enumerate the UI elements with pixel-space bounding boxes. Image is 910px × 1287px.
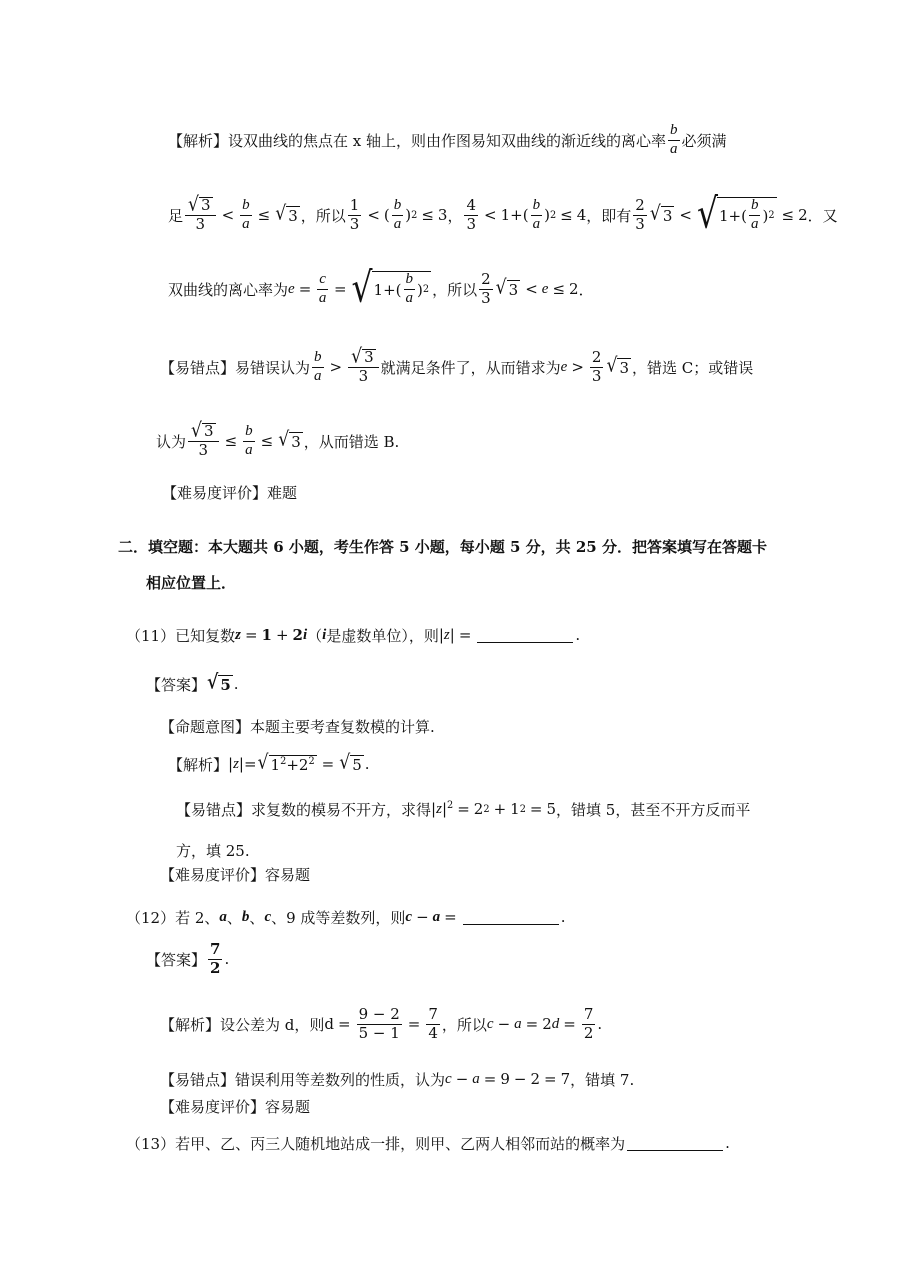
text: 认为 <box>156 432 187 451</box>
question-11: （11） 已知复数 z = 1 + 2 i （ i 是虚数单位），则 | z | = . <box>126 626 581 645</box>
text: （ <box>307 626 323 645</box>
question-number: （11） <box>126 626 176 645</box>
analysis-line-1 <box>168 120 727 160</box>
text: ．又 <box>807 206 838 225</box>
text: . <box>597 1015 603 1033</box>
text: ，错选 C；或错误 <box>632 358 754 377</box>
text: 就满足条件了，从而错求为 <box>380 358 561 377</box>
text: 难题 <box>267 483 298 502</box>
text: 二．填空题：本大题共 6 小题，考生作答 5 小题，每小题 5 分，共 25 分．把答案填写在答题卡 <box>118 537 767 556</box>
tag-analysis: 【解析】 <box>168 131 229 150</box>
text: 、9 成等差数列，则 <box>271 908 406 927</box>
fraction-sqrt3-3: √ 3 3 <box>188 423 219 459</box>
fraction-7-2: $\frac{7}{2}$ <box>583 1004 594 1042</box>
tag-difficulty: 【难易度评价】 <box>162 483 268 502</box>
text: 方，填 25. <box>176 841 250 860</box>
analysis-line-2: 足 √ 3 3 < $\frac{b}{a}$ ≤ √ 3 ，所以 $\frac{1}{3}$ < ( $\frac{b}{a}$ ) 2 ≤ 3 ， $\frac{4}{3}$ < 1+( $\frac{b}{a}$ ) 2 ≤ 4 ，即有 $\frac{2}{3}$ √ 3 < √ 1+( $\frac{b}{a}$ ) 2 ≤ 2 ．又 <box>168 189 838 238</box>
fraction-2-3: $\frac{2}{3}$ <box>591 347 602 385</box>
fraction-sqrt3-3: √ 3 3 <box>185 197 216 233</box>
text: . <box>725 1134 730 1152</box>
text: . <box>233 675 239 693</box>
text: 求复数的模易不开方，求得 <box>251 800 432 819</box>
tag-error: 【易错点】 <box>160 358 236 377</box>
section-2-heading-cont <box>146 570 236 594</box>
tag-answer: 【答案】 <box>146 675 207 694</box>
difficulty-line <box>162 480 297 504</box>
fraction-4-3: $\frac{4}{3}$ <box>466 195 477 233</box>
text: 设双曲线的焦点在 x 轴上，则由作图易知双曲线的渐近线的离心率 <box>228 131 667 150</box>
text: 设公差为 d，则 <box>220 1015 325 1034</box>
fraction-b-a: $\frac{b}{a}$ <box>532 196 541 232</box>
fraction-2-3: $\frac{2}{3}$ <box>635 195 645 233</box>
fraction-b-a: $\frac{b}{a}$ <box>393 196 402 232</box>
fraction-b-a: $\frac{b}{a}$ <box>670 121 678 157</box>
fraction-1-3: $\frac{1}{3}$ <box>349 195 360 233</box>
text: . <box>224 950 230 968</box>
section-2-heading <box>118 534 767 558</box>
q12-difficulty <box>160 1094 310 1118</box>
q11-intent <box>160 714 435 738</box>
text: 容易题 <box>265 865 311 884</box>
text: 是虚数单位），则 <box>326 626 439 645</box>
text: 易错误认为 <box>235 358 311 377</box>
text: . <box>560 908 566 926</box>
text: . <box>575 626 581 644</box>
text: . <box>364 755 370 773</box>
fraction-9-2-over-5-1: $\frac{9 - 2}{5 - 1}$ <box>358 1004 400 1042</box>
question-number: （13） <box>126 1134 176 1153</box>
fraction-b-a: $\frac{b}{a}$ <box>245 422 253 458</box>
fraction-b-a: $\frac{b}{a}$ <box>314 348 322 384</box>
fraction-2-3: $\frac{2}{3}$ <box>481 269 491 307</box>
text: 必须满 <box>681 131 727 150</box>
q11-difficulty <box>160 862 310 886</box>
q12-solution: 【解析】 设公差为 d，则 d = $\frac{9 - 2}{5 - 1}$ = $\frac{7}{4}$ ，所以 c − a = 2 d = $\frac{7}{2}$ . <box>160 1004 603 1042</box>
text: ，错填 7. <box>570 1070 635 1089</box>
tag-analysis: 【解析】 <box>168 755 229 774</box>
text: 双曲线的离心率为 <box>168 280 289 299</box>
tag-analysis: 【解析】 <box>160 1015 221 1034</box>
text: ，所以 <box>432 280 478 299</box>
tag-answer: 【答案】 <box>146 950 207 969</box>
text: 、 <box>226 908 242 927</box>
text: ，错填 5，甚至不开方反而平 <box>556 800 751 819</box>
q11-answer: 【答案】 √ 5 . <box>146 670 239 694</box>
fraction-7-2: $\frac{7}{2}$ <box>210 939 221 977</box>
text: ， <box>447 206 463 225</box>
question-13 <box>126 1130 730 1156</box>
fraction-sqrt3-3: √ 3 3 <box>348 349 379 385</box>
fraction-b-a: $\frac{b}{a}$ <box>242 196 250 232</box>
text: 相应位置上． <box>146 573 237 592</box>
text: 已知复数 <box>175 626 236 645</box>
fraction-7-4: $\frac{7}{4}$ <box>428 1004 438 1042</box>
text: 、 <box>249 908 265 927</box>
text: ，从而错选 B. <box>303 432 400 451</box>
answer-blank[interactable] <box>477 628 573 643</box>
q11-solution: 【解析】 | z |= √ $1^2+2^2$ = √ 5 . <box>168 750 370 774</box>
question-12: （12） 若 2、 a 、 b 、 c 、9 成等差数列，则 c − a = . <box>126 908 566 927</box>
text: 本题主要考查复数模的计算. <box>250 717 435 736</box>
text: 足 <box>168 206 184 225</box>
text: 容易题 <box>265 1097 311 1116</box>
text: 错误利用等差数列的性质，认为 <box>235 1070 446 1089</box>
error-line-2: 认为 √ 3 3 ≤ $\frac{b}{a}$ ≤ √ 3 ，从而错选 B. <box>156 419 400 460</box>
text: 若 2、 <box>175 908 220 927</box>
answer-blank[interactable] <box>463 910 559 925</box>
text: 若甲、乙、丙三人随机地站成一排，则甲、乙两人相邻而站的概率为 <box>175 1134 626 1153</box>
q11-error-cont <box>176 838 250 862</box>
text: ，即有 <box>586 206 632 225</box>
fraction-c-a: $\frac{c}{a}$ <box>318 270 327 306</box>
tag-error: 【易错点】 <box>160 1070 236 1089</box>
text: ，所以 <box>300 206 346 225</box>
error-line-1: 【易错点】 易错误认为 $\frac{b}{a}$ > √ 3 3 就满足条件了，从而错求为 e > $\frac{2}{3}$ √ 3 ，错选 C；或错误 <box>160 345 754 386</box>
text: ． <box>578 280 594 299</box>
answer-blank[interactable] <box>627 1136 723 1151</box>
q12-answer <box>146 936 229 982</box>
tag-difficulty: 【难易度评价】 <box>160 1097 266 1116</box>
question-number: （12） <box>126 908 176 927</box>
q12-error: 【易错点】 错误利用等差数列的性质，认为 c − a = 9 − 2 = 7 ，错填 7. <box>160 1070 635 1089</box>
tag-error: 【易错点】 <box>176 800 252 819</box>
text: ，所以 <box>441 1015 487 1034</box>
tag-difficulty: 【难易度评价】 <box>160 865 266 884</box>
tag-intent: 【命题意图】 <box>160 717 251 736</box>
analysis-line-3: 双曲线的离心率为 e = $\frac{c}{a}$ = √ 1+( $\frac{b}{a}$ ) 2 ，所以 $\frac{2}{3}$ √ 3 < e ≤ 2 ． <box>168 263 594 312</box>
q11-error: 【易错点】 求复数的模易不开方，求得 | z $|^2$ = 2 2 + 1 2 = 5 ，错填 5，甚至不开方反而平 <box>176 800 751 819</box>
